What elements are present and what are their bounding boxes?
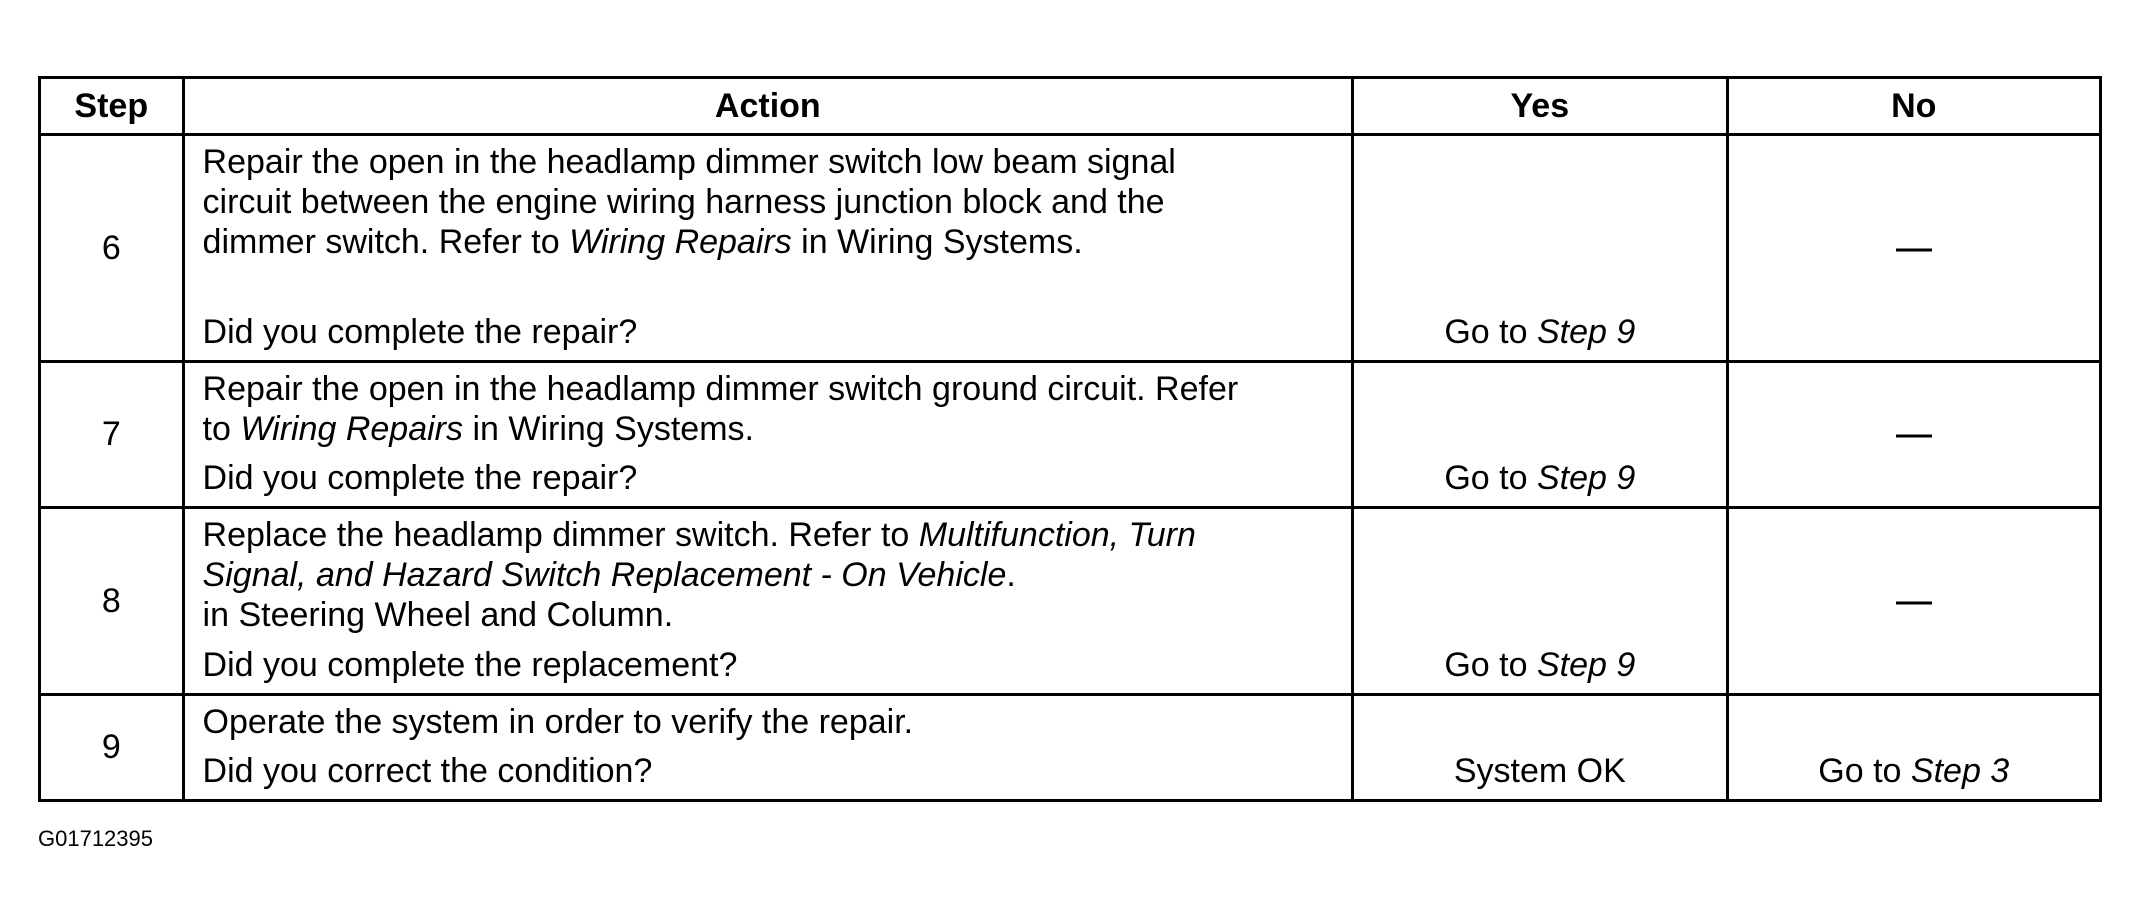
header-yes: Yes <box>1353 78 1727 135</box>
action-text <box>203 136 1334 262</box>
yes-answer <box>1354 312 1725 352</box>
step-number: 8 <box>40 508 184 695</box>
table-row <box>40 135 2101 362</box>
action-cell <box>183 135 1353 362</box>
dash-icon <box>1896 435 1932 438</box>
yes-answer <box>1354 458 1725 498</box>
table-row <box>40 362 2101 508</box>
dash-icon <box>1896 601 1932 604</box>
yes-cell <box>1353 508 1727 695</box>
table-header-row <box>40 78 2101 135</box>
action-line: Operate the system in order to verify the repair. <box>202 703 914 741</box>
step-reference: Step 3 <box>1910 752 2010 790</box>
reference-link-text: Multifunction, Turn <box>918 516 1196 554</box>
action-line: Repair the open in the headlamp dimmer switch low beam signal <box>202 143 1176 181</box>
no-answer <box>1729 415 2099 454</box>
step-reference: Step 9 <box>1536 459 1636 497</box>
no-answer <box>1729 751 2099 791</box>
action-cell <box>183 695 1353 801</box>
question-text: Did you correct the condition? <box>202 752 653 790</box>
yes-answer <box>1354 645 1725 685</box>
action-line: in Wiring Systems. <box>463 410 754 448</box>
header-action: Action <box>183 78 1353 135</box>
no-answer <box>1729 229 2099 268</box>
action-line: Replace the headlamp dimmer switch. Refer to <box>202 516 919 554</box>
yes-cell <box>1353 135 1727 362</box>
dash-icon <box>1896 248 1932 251</box>
question-text: Did you complete the replacement? <box>202 646 738 684</box>
action-cell <box>183 508 1353 695</box>
action-line: in Steering Wheel and Column. <box>202 596 674 634</box>
yes-answer: System OK <box>1453 752 1626 790</box>
reference-link-text: Wiring Repairs <box>240 410 464 448</box>
question-text: Did you complete the repair? <box>202 313 638 351</box>
action-line: dimmer switch. Refer to <box>202 223 570 261</box>
action-line: Repair the open in the headlamp dimmer switch ground circuit. Refer <box>202 370 1239 408</box>
reference-link-text: Wiring Repairs <box>569 223 792 261</box>
yes-prefix: Go to <box>1444 459 1537 497</box>
step-reference: Step 9 <box>1536 313 1636 351</box>
yes-prefix: Go to <box>1444 646 1537 684</box>
yes-prefix: Go to <box>1444 313 1537 351</box>
action-line: circuit between the engine wiring harness junction block and the <box>202 183 1165 221</box>
step-reference: Step 9 <box>1536 646 1636 684</box>
action-text <box>203 509 1334 635</box>
reference-link-text: Signal, and Hazard Switch Replacement - On Vehicle <box>202 556 1007 594</box>
action-text <box>203 363 1334 449</box>
action-cell <box>183 362 1353 508</box>
yes-cell <box>1353 695 1727 801</box>
no-cell <box>1727 362 2100 508</box>
header-step: Step <box>40 78 184 135</box>
step-number: 6 <box>40 135 184 362</box>
table-row <box>40 695 2101 801</box>
step-number: 7 <box>40 362 184 508</box>
no-cell <box>1727 695 2100 801</box>
no-cell <box>1727 508 2100 695</box>
no-cell <box>1727 135 2100 362</box>
action-line: to <box>202 410 241 448</box>
action-text <box>203 696 1334 742</box>
question-text: Did you complete the repair? <box>202 459 638 497</box>
yes-cell <box>1353 362 1727 508</box>
action-line: . <box>1006 556 1016 594</box>
header-no: No <box>1727 78 2100 135</box>
no-prefix: Go to <box>1818 752 1911 790</box>
figure-id: G01712395 <box>38 826 153 851</box>
table-row <box>40 508 2101 695</box>
action-line: in Wiring Systems. <box>791 223 1083 261</box>
diagnostic-table <box>38 76 2102 802</box>
step-number: 9 <box>40 695 184 801</box>
no-answer <box>1729 582 2099 621</box>
